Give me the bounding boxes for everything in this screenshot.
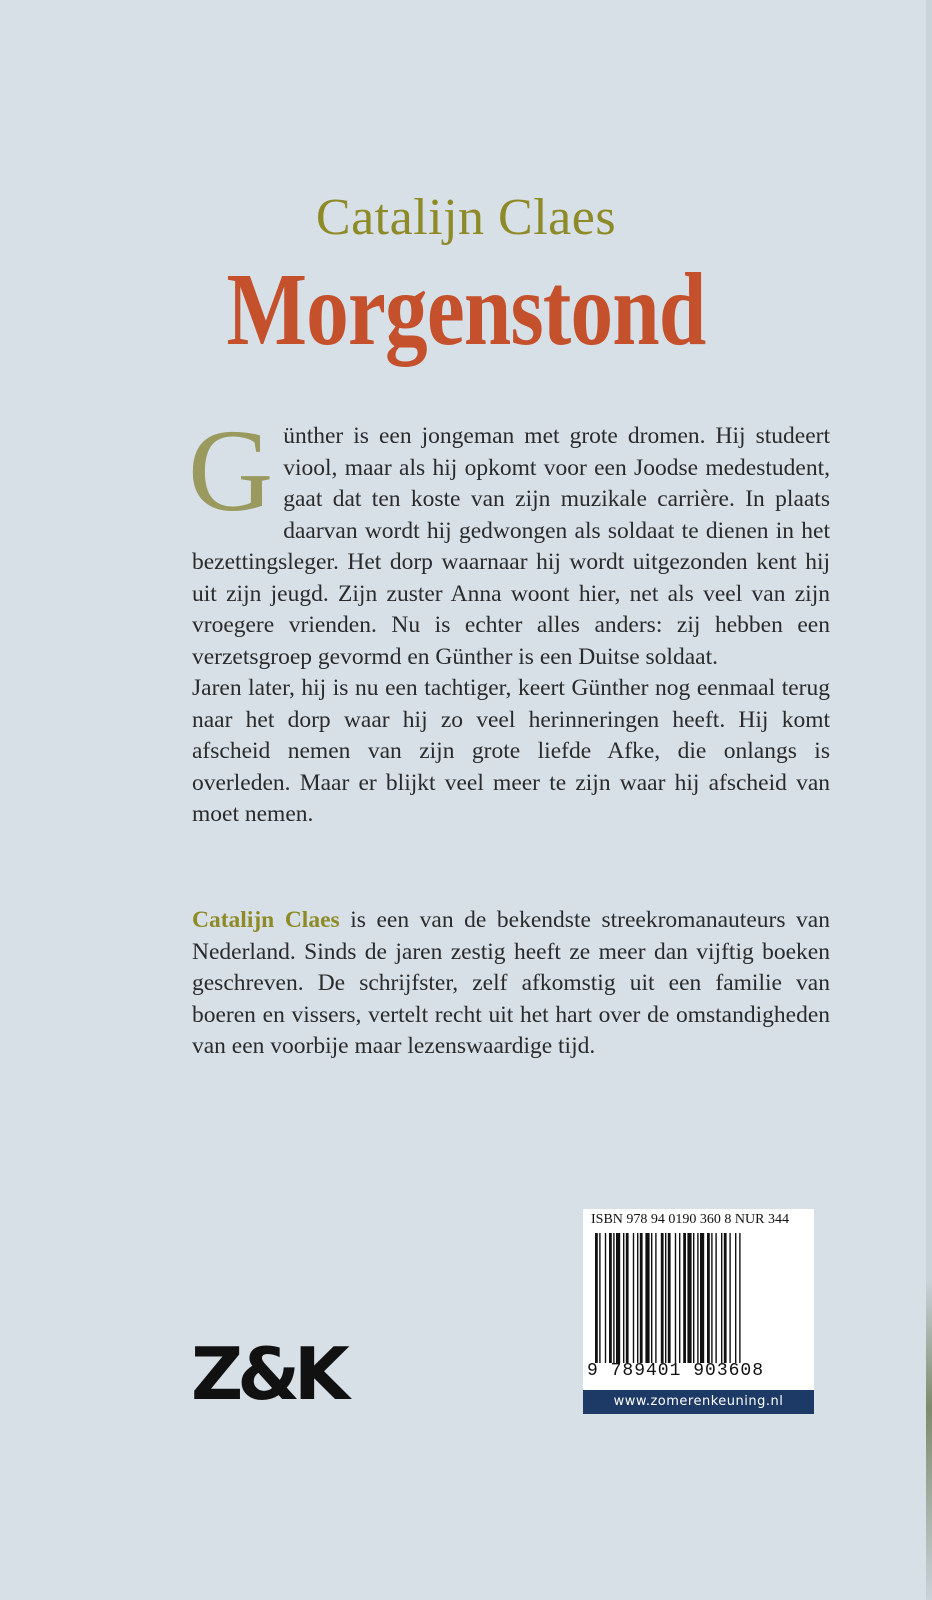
blurb-paragraph-2: Jaren later, hij is nu een tachtiger, keert Günther nog eenmaal terug naar het dorp waar hij zo veel herinneringen heeft. Hij komt afscheid nemen van zijn grote liefde Afke, die onlangs is overleden. Maar er blijkt veel meer te zijn waar hij afscheid van moet nemen.: [192, 675, 830, 827]
barcode-digits: 9 789401 903608: [587, 1361, 765, 1381]
book-title: Morgenstond: [226, 252, 706, 367]
bio-paragraph: [192, 905, 830, 1063]
publisher-logo: Z&K: [191, 1332, 344, 1416]
blurb-paragraph-1: [188, 405, 830, 673]
blurb-text: [188, 405, 830, 831]
isbn-nur-line: ISBN 978 94 0190 360 8 NUR 344: [591, 1212, 789, 1227]
author-bio: [192, 905, 830, 1063]
drop-cap: G: [188, 405, 274, 536]
publisher-website: www.zomerenkeuning.nl: [583, 1390, 814, 1414]
author-name: Catalijn Claes: [315, 189, 617, 246]
barcode-icon: [595, 1233, 805, 1363]
bio-text: is een van de bekendste streekromanauteurs van Nederland. Sinds de jaren zestig heeft ze meer dan vijftig boeken geschreven. De schrijfster, zelf afkomstig uit een familie van boeren en vissers, vertelt recht uit het hart over de omstandigheden van een voorbije maar lezenswaardige tijd.: [192, 907, 830, 1059]
bio-author-name: Catalijn Claes: [192, 907, 340, 933]
blurb-paragraph-1-text: ünther is een jongeman met grote dromen. Hij studeert viool, maar als hij opkomt voor een Joodse medestudent, gaat dat ten koste van zijn muzikale carrière. In plaats daarvan wordt hij gedwongen als soldaat te dienen in het bezettingsleger. Het dorp waarnaar hij wordt uitgezonden kent hij uit zijn jeugd. Zijn zuster Anna woont hier, net als veel van zijn vroegere vrienden. Nu is echter alles anders: zij hebben een verzetsgroep gevormd en Günther is een Duitse soldaat.: [192, 423, 830, 670]
barcode-label: [583, 1209, 814, 1390]
